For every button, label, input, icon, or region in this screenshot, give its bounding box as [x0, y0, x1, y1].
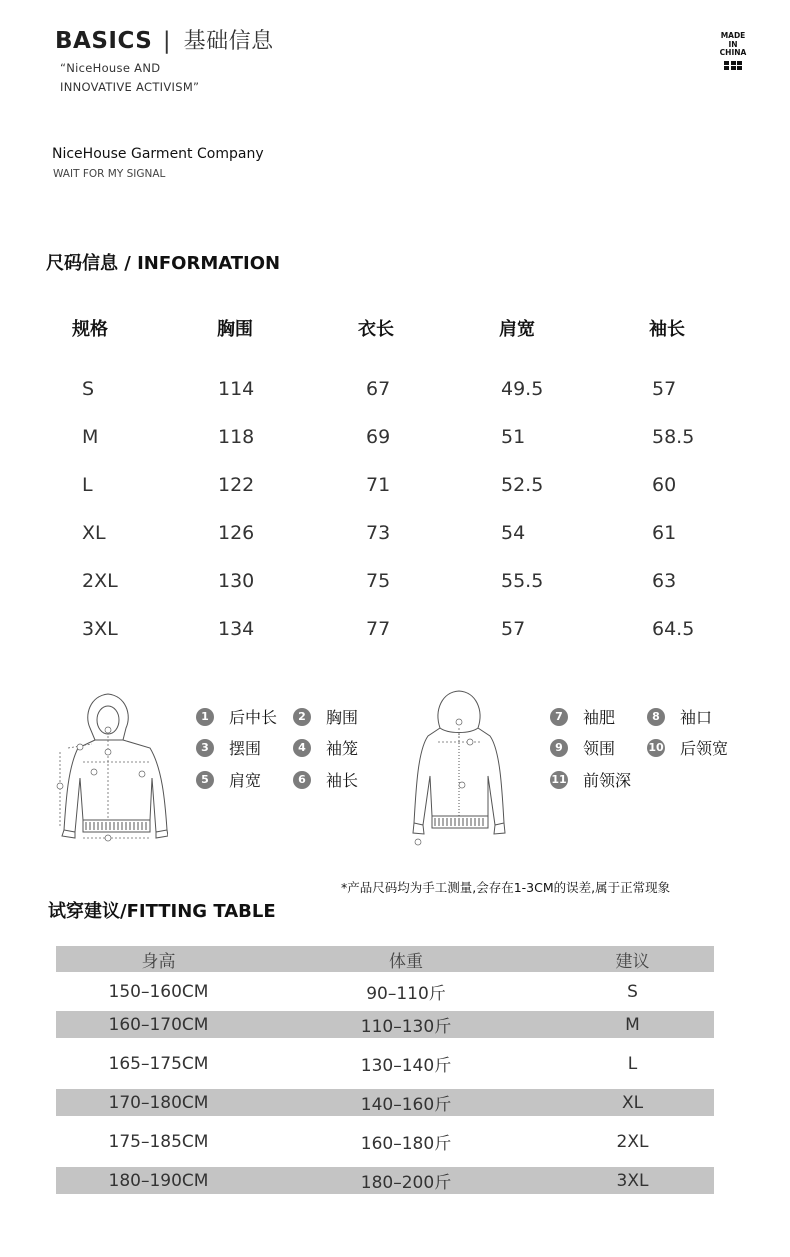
legend-label: 袖口	[680, 708, 713, 727]
fitting-header-weight: 体重	[389, 951, 423, 972]
brand-quote-line-2: INNOVATIVE ACTIVISM”	[60, 80, 200, 94]
legend-item-shoulder	[196, 768, 261, 791]
size-cell: 71	[366, 474, 391, 496]
size-cell: 51	[501, 426, 526, 448]
legend-number-badge: 3	[196, 739, 214, 757]
size-cell: 54	[501, 522, 526, 544]
legend-label: 摆围	[229, 739, 262, 758]
legend-item-back-length	[196, 705, 277, 728]
fitting-cell-height: 175–185CM	[108, 1131, 209, 1152]
legend-number-badge: 11	[550, 771, 568, 789]
size-header-sleeve: 袖长	[649, 319, 685, 340]
size-cell: S	[82, 378, 95, 400]
measurement-note: *产品尺码均为手工测量,会存在1-3CM的误差,属于正常现象	[341, 880, 671, 895]
size-cell: 57	[652, 378, 677, 400]
size-cell: 118	[218, 426, 255, 448]
made-in-china-line-1: MADE	[720, 31, 746, 40]
size-cell: 61	[652, 522, 677, 544]
legend-item-armhole	[293, 736, 358, 759]
fitting-header-height: 身高	[141, 951, 176, 972]
legend-item-cuff	[647, 705, 712, 728]
legend-item-sleeve-width	[550, 705, 615, 728]
legend-number-badge: 6	[293, 771, 311, 789]
size-header-shoulder: 肩宽	[499, 319, 535, 340]
brand-name: BASICS	[55, 28, 153, 54]
legend-item-sleeve	[293, 768, 358, 791]
size-cell: 63	[652, 570, 677, 592]
size-cell: 60	[652, 474, 677, 496]
fitting-cell-size: 3XL	[616, 1170, 649, 1191]
size-cell: 67	[366, 378, 391, 400]
fitting-cell-weight: 180–200斤	[360, 1173, 452, 1193]
brand-quote-line-1: “NiceHouse AND	[60, 61, 161, 75]
table-row	[56, 1038, 714, 1089]
size-cell: 3XL	[82, 618, 118, 640]
size-cell: 126	[218, 522, 255, 544]
fitting-table	[56, 946, 714, 1194]
fitting-cell-size: M	[625, 1014, 640, 1035]
table-row	[56, 1167, 714, 1194]
size-cell: 2XL	[82, 570, 118, 592]
legend-item-front-neck-depth	[550, 768, 631, 791]
legend-label: 胸围	[326, 708, 359, 727]
size-header-length: 衣长	[358, 319, 394, 340]
legend-label: 袖肥	[583, 708, 616, 727]
company-tagline: WAIT FOR MY SIGNAL	[53, 168, 166, 180]
size-cell: 64.5	[652, 618, 695, 640]
legend-label: 袖长	[326, 771, 359, 790]
brand-separator: |	[162, 28, 172, 54]
legend-number-badge: 5	[196, 771, 214, 789]
fitting-cell-size: S	[627, 981, 638, 1002]
brand-title	[55, 24, 274, 55]
size-info-title: 尺码信息 / INFORMATION	[46, 253, 281, 274]
size-cell: 134	[218, 618, 255, 640]
legend-item-back-neck-width	[647, 736, 728, 759]
hoodie-front-diagram	[408, 688, 510, 848]
legend-number-badge: 9	[550, 739, 568, 757]
table-row	[56, 972, 714, 1011]
fitting-cell-size: XL	[621, 1092, 644, 1113]
size-cell: 114	[218, 378, 255, 400]
made-in-china-dots-icon	[718, 61, 748, 71]
fitting-title: 试穿建议/FITTING TABLE	[48, 901, 276, 922]
fitting-cell-weight: 110–130斤	[360, 1017, 452, 1037]
size-header-spec: 规格	[72, 319, 108, 340]
legend-number-badge: 7	[550, 708, 568, 726]
table-row	[56, 1116, 714, 1167]
legend-label: 领围	[583, 739, 616, 758]
fitting-cell-height: 170–180CM	[108, 1092, 209, 1113]
fitting-cell-size: L	[627, 1053, 638, 1074]
fitting-cell-weight: 90–110斤	[366, 984, 446, 1004]
made-in-china-line-3: CHINA	[719, 48, 747, 57]
legend-number-badge: 4	[293, 739, 311, 757]
size-cell: 52.5	[501, 474, 544, 496]
legend-item-hem	[196, 736, 261, 759]
fitting-cell-weight: 160–180斤	[360, 1134, 452, 1154]
size-cell: 122	[218, 474, 255, 496]
brand-name-cn: 基础信息	[183, 29, 274, 54]
fitting-cell-size: 2XL	[616, 1131, 649, 1152]
made-in-china-line-2: IN	[728, 39, 738, 49]
size-cell: XL	[82, 522, 106, 544]
legend-label: 后领宽	[680, 739, 729, 758]
size-cell: 73	[366, 522, 391, 544]
legend-item-neck	[550, 736, 615, 759]
legend-label: 后中长	[229, 708, 278, 727]
table-row	[56, 1011, 714, 1038]
size-header-chest: 胸围	[217, 319, 253, 340]
company-name: NiceHouse Garment Company	[52, 146, 264, 162]
size-cell: 75	[366, 570, 391, 592]
legend-number-badge: 8	[647, 708, 665, 726]
hoodie-back-diagram	[50, 690, 168, 845]
size-cell: 57	[501, 618, 526, 640]
size-cell: 55.5	[501, 570, 544, 592]
fitting-cell-height: 165–175CM	[108, 1053, 209, 1074]
table-row	[56, 1089, 714, 1116]
size-cell: 77	[366, 618, 391, 640]
fitting-cell-height: 150–160CM	[108, 981, 209, 1002]
size-cell: M	[82, 426, 99, 448]
legend-number-badge: 10	[647, 739, 665, 757]
fitting-cell-weight: 140–160斤	[360, 1095, 452, 1115]
legend-number-badge: 2	[293, 708, 311, 726]
fitting-header-suggestion: 建议	[615, 951, 650, 972]
legend-label: 袖笼	[326, 739, 359, 758]
fitting-cell-weight: 130–140斤	[360, 1056, 452, 1076]
legend-label: 前领深	[583, 771, 632, 790]
fitting-cell-height: 160–170CM	[108, 1014, 209, 1035]
size-cell: 49.5	[501, 378, 544, 400]
fitting-table-header	[56, 946, 714, 972]
legend-item-chest	[293, 705, 358, 728]
legend-label: 肩宽	[229, 771, 262, 790]
made-in-china-logo	[718, 32, 748, 70]
size-cell: 58.5	[652, 426, 695, 448]
size-cell: 130	[218, 570, 255, 592]
legend-number-badge: 1	[196, 708, 214, 726]
fitting-cell-height: 180–190CM	[108, 1170, 209, 1191]
size-cell: 69	[366, 426, 391, 448]
size-cell: L	[82, 474, 93, 496]
